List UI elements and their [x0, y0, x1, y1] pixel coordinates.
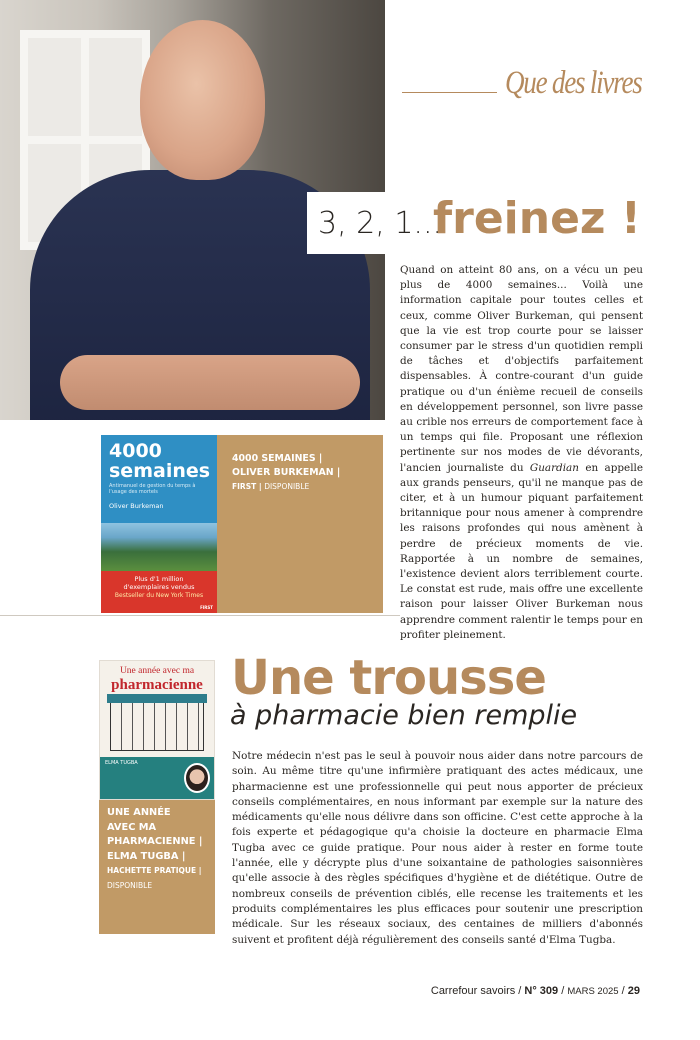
- book1-cover-band-line1: Plus d'1 million: [134, 575, 184, 583]
- article1-body-italic: Guardian: [529, 461, 579, 474]
- section-rule: [402, 92, 497, 93]
- book1-cover-subtitle: Antimanuel de gestion du temps à l'usage des mortels: [109, 483, 196, 495]
- book2-cover-title-line1: Une année avec ma: [119, 666, 195, 676]
- book1-cover-band-line2: d'exemplaires vendus: [123, 583, 195, 591]
- article1-body-part1: Quand on atteint 80 ans, on a vécu un peu plus de 4000 semaines... Voilà une information capitale pour toutes celles et ceux, comme Oliver Burkeman, qui pensent que la vie est trop courte pour se laisser consumer par le stress d'un quotidien rempli de tâches et d'objectifs parfaitement dispensables. À contre-courant d'un guide pratique ou d'un énième recueil de conseils en développement personnel, son livre passe au crible nos erreurs de comportement face à un temps qui file. Proposant une réflexion pertinente sur nos modes de vie dévorants, l'ancien journaliste du: [400, 264, 643, 474]
- book1-info-meta: [232, 480, 377, 494]
- book2-info-line2: AVEC MA: [107, 821, 157, 833]
- book2-info: [107, 806, 213, 893]
- book1-cover-title-line1: 4000: [109, 440, 162, 462]
- footer-magazine: Carrefour savoirs: [430, 985, 516, 997]
- book1-cover-author: Oliver Burkeman: [109, 502, 164, 510]
- section-divider: [0, 615, 400, 616]
- book1-info-author: OLIVER BURKEMAN |: [232, 467, 341, 478]
- section-title: Que des livres: [505, 65, 642, 101]
- book1-cover: [101, 435, 217, 613]
- article2-body: Notre médecin n'est pas le seul à pouvoir nous aider dans notre parcours de soin. Au même titre qu'une infirmière pratiquant des actes médicaux, une pharmacienne est une professionnelle qui peut nous apporter de précieux conseils complémentaires, en nous informant par exemple sur la nature des médicaments qu'elle nous délivre dans son officine. C'est cette approche à la fois experte et pédagogique qu'a choisie la docteure en pharmacie Elma Tugba avec ce guide pratique. Pour nous aider à rester en forme toute l'année, elle y décrypte plus d'une soixantaine de pathologies saisonnières qu'elle associe à des règles spécifiques d'hygiène et de diététique. Outre de nombreux conseils de prévention ciblés, elle recense les traitements et les produits complémentaires les plus efficaces pour soutenir une prescription médicale. Sur les réseaux sociaux, des centaines de milliers d'abonnés suivent et profitent déjà régulièrement des conseils santé d'Elma Tugba.: [232, 750, 643, 946]
- book2-cover-portrait: [184, 763, 210, 793]
- book2-cover-illustration: [110, 697, 204, 751]
- book1-cover-bestseller: Bestseller du New York Times: [114, 592, 204, 599]
- page-footer: Carrefour savoirs / N° 309 / MARS 2025 / 29: [430, 985, 640, 997]
- book1-cover-title: [109, 441, 210, 481]
- book2-info-publisher: HACHETTE PRATIQUE |: [107, 866, 202, 875]
- footer-issue: N° 309: [524, 985, 559, 997]
- book1-info-publisher: FIRST |: [232, 482, 262, 491]
- article1-body: [400, 263, 643, 643]
- book1-cover-band-text: [101, 575, 217, 591]
- headline-prefix: 3, 2, 1...: [318, 206, 443, 241]
- headline2-main: Une trousse: [231, 650, 546, 706]
- book2-cover-title-line2: pharmacienne: [111, 677, 203, 693]
- book1-info: [232, 452, 377, 494]
- photo-head: [140, 20, 265, 180]
- book2-info-line1: UNE ANNÉE: [107, 807, 171, 818]
- footer-date: MARS 2025: [567, 986, 619, 997]
- book1-cover-landscape: [101, 523, 217, 571]
- headline-main: freinez !: [433, 193, 641, 244]
- book1-cover-publisher: FIRST: [200, 605, 213, 610]
- book2-cover-author: ELMA TUGBA: [105, 760, 138, 766]
- book2-info-line3: PHARMACIENNE |: [107, 836, 203, 847]
- book2-info-status: DISPONIBLE: [107, 880, 153, 890]
- section-tag: [402, 52, 642, 102]
- headline2-sub: à pharmacie bien remplie: [230, 700, 578, 731]
- book2-cover: [99, 660, 215, 800]
- book2-info-line4: ELMA TUGBA |: [107, 850, 186, 862]
- article1-body-part2: en appelle aux grands penseurs, qu'il ne manque pas de citer, et à un humour piquant parfaitement britannique pour nous amener à comprendre les raisons profondes qui nous amènent à perdre de précieux moments de vie. Rapportée à un nombre de semaines, l'existence devient alors terriblement courte. Le constat est rude, mais offre une excellente raison pour laisser Oliver Burkeman nous apprendre comment ralentir le temps pour en profiter pleinement.: [400, 461, 643, 641]
- photo-arms: [60, 355, 360, 410]
- book1-cover-title-line2: semaines: [109, 460, 211, 482]
- footer-page: 29: [627, 985, 640, 997]
- book1-info-title: 4000 SEMAINES |: [232, 453, 323, 464]
- book1-info-status: DISPONIBLE: [264, 482, 310, 491]
